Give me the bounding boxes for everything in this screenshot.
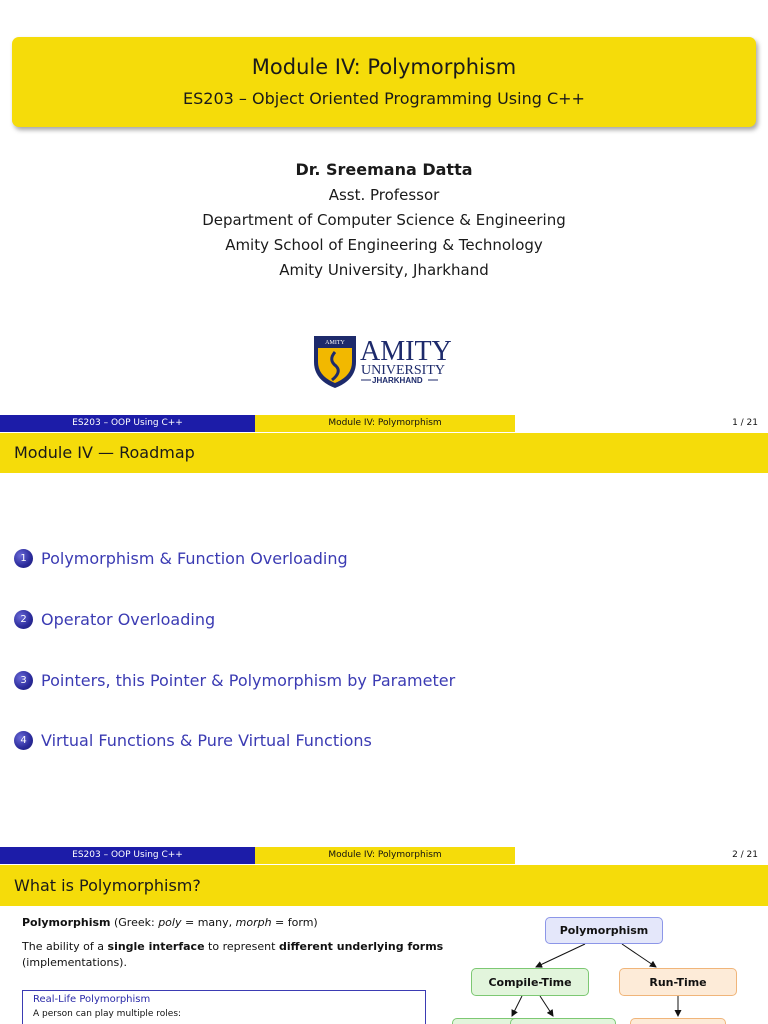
roadmap-item-4[interactable] <box>14 728 372 752</box>
roadmap-label: Virtual Functions & Pure Virtual Functions <box>41 730 372 750</box>
diagram-node-child <box>630 1018 726 1024</box>
author-department: Department of Computer Science & Engineering <box>202 211 566 229</box>
text-fragment: = form) <box>271 916 318 929</box>
real-life-example-box <box>22 990 426 1024</box>
bullet-number-3: 3 <box>14 671 33 690</box>
text-fragment: (Greek: <box>110 916 159 929</box>
footer-page-number: 2 / 21 <box>515 847 768 864</box>
bullet-number-4: 4 <box>14 731 33 750</box>
roadmap-item-1[interactable] <box>14 546 348 570</box>
logo-jharkhand: JHARKHAND <box>372 376 423 385</box>
text-morph: morph <box>235 916 272 929</box>
bullet-number-2: 2 <box>14 610 33 629</box>
footer-course: ES203 – OOP Using C++ <box>0 847 255 864</box>
author-position: Asst. Professor <box>328 186 440 204</box>
logo-shield-text: AMITY <box>325 340 345 346</box>
footer-module: Module IV: Polymorphism <box>255 847 515 864</box>
description-line-1 <box>22 940 443 953</box>
author-university: Amity University, Jharkhand <box>279 261 489 279</box>
footer-page-number: 1 / 21 <box>515 415 768 432</box>
author-name: Dr. Sreemana Datta <box>295 160 473 179</box>
text-fragment: = many, <box>181 916 236 929</box>
roadmap-label: Pointers, this Pointer & Polymorphism by Parameter <box>41 670 456 690</box>
example-box-title: Real-Life Polymorphism <box>33 994 151 1005</box>
title-slide <box>0 0 768 415</box>
bullet-number-1: 1 <box>14 549 33 568</box>
slide-subtitle: ES203 – Object Oriented Programming Using C++ <box>183 89 585 108</box>
description-line-2: (implementations). <box>22 956 127 969</box>
frame-title-what-is-polymorphism: What is Polymorphism? <box>0 865 768 906</box>
slide-title: Module IV: Polymorphism <box>251 55 517 79</box>
roadmap-label: Polymorphism & Function Overloading <box>41 548 348 568</box>
roadmap-label: Operator Overloading <box>41 609 216 629</box>
roadmap-item-2[interactable] <box>14 607 215 631</box>
roadmap-item-3[interactable] <box>14 668 455 692</box>
text-fragment: The ability of a <box>22 940 108 953</box>
footer-course: ES203 – OOP Using C++ <box>0 415 255 432</box>
author-school: Amity School of Engineering & Technology <box>225 236 543 254</box>
diagram-node-run-time: Run-Time <box>619 968 737 996</box>
frame-title-roadmap: Module IV — Roadmap <box>0 433 768 473</box>
definition-line <box>22 916 318 929</box>
title-banner <box>12 37 756 127</box>
footer-module: Module IV: Polymorphism <box>255 415 515 432</box>
text-poly: poly <box>158 916 182 929</box>
text-single-interface: single interface <box>107 940 205 953</box>
diagram-node-child <box>510 1018 616 1024</box>
logo-university: UNIVERSITY <box>361 363 445 378</box>
term-polymorphism: Polymorphism <box>22 916 111 929</box>
amity-logo <box>310 330 460 390</box>
amity-shield-logo-icon <box>310 330 460 390</box>
example-box-body: A person can play multiple roles: <box>33 1009 182 1019</box>
footer-slide-1 <box>0 415 768 432</box>
logo-name: AMITY <box>360 336 452 367</box>
text-different-forms: different underlying forms <box>278 940 444 953</box>
diagram-node-polymorphism: Polymorphism <box>545 917 663 944</box>
footer-slide-2 <box>0 847 768 864</box>
diagram-node-compile-time: Compile-Time <box>471 968 589 996</box>
text-fragment: to represent <box>204 940 279 953</box>
